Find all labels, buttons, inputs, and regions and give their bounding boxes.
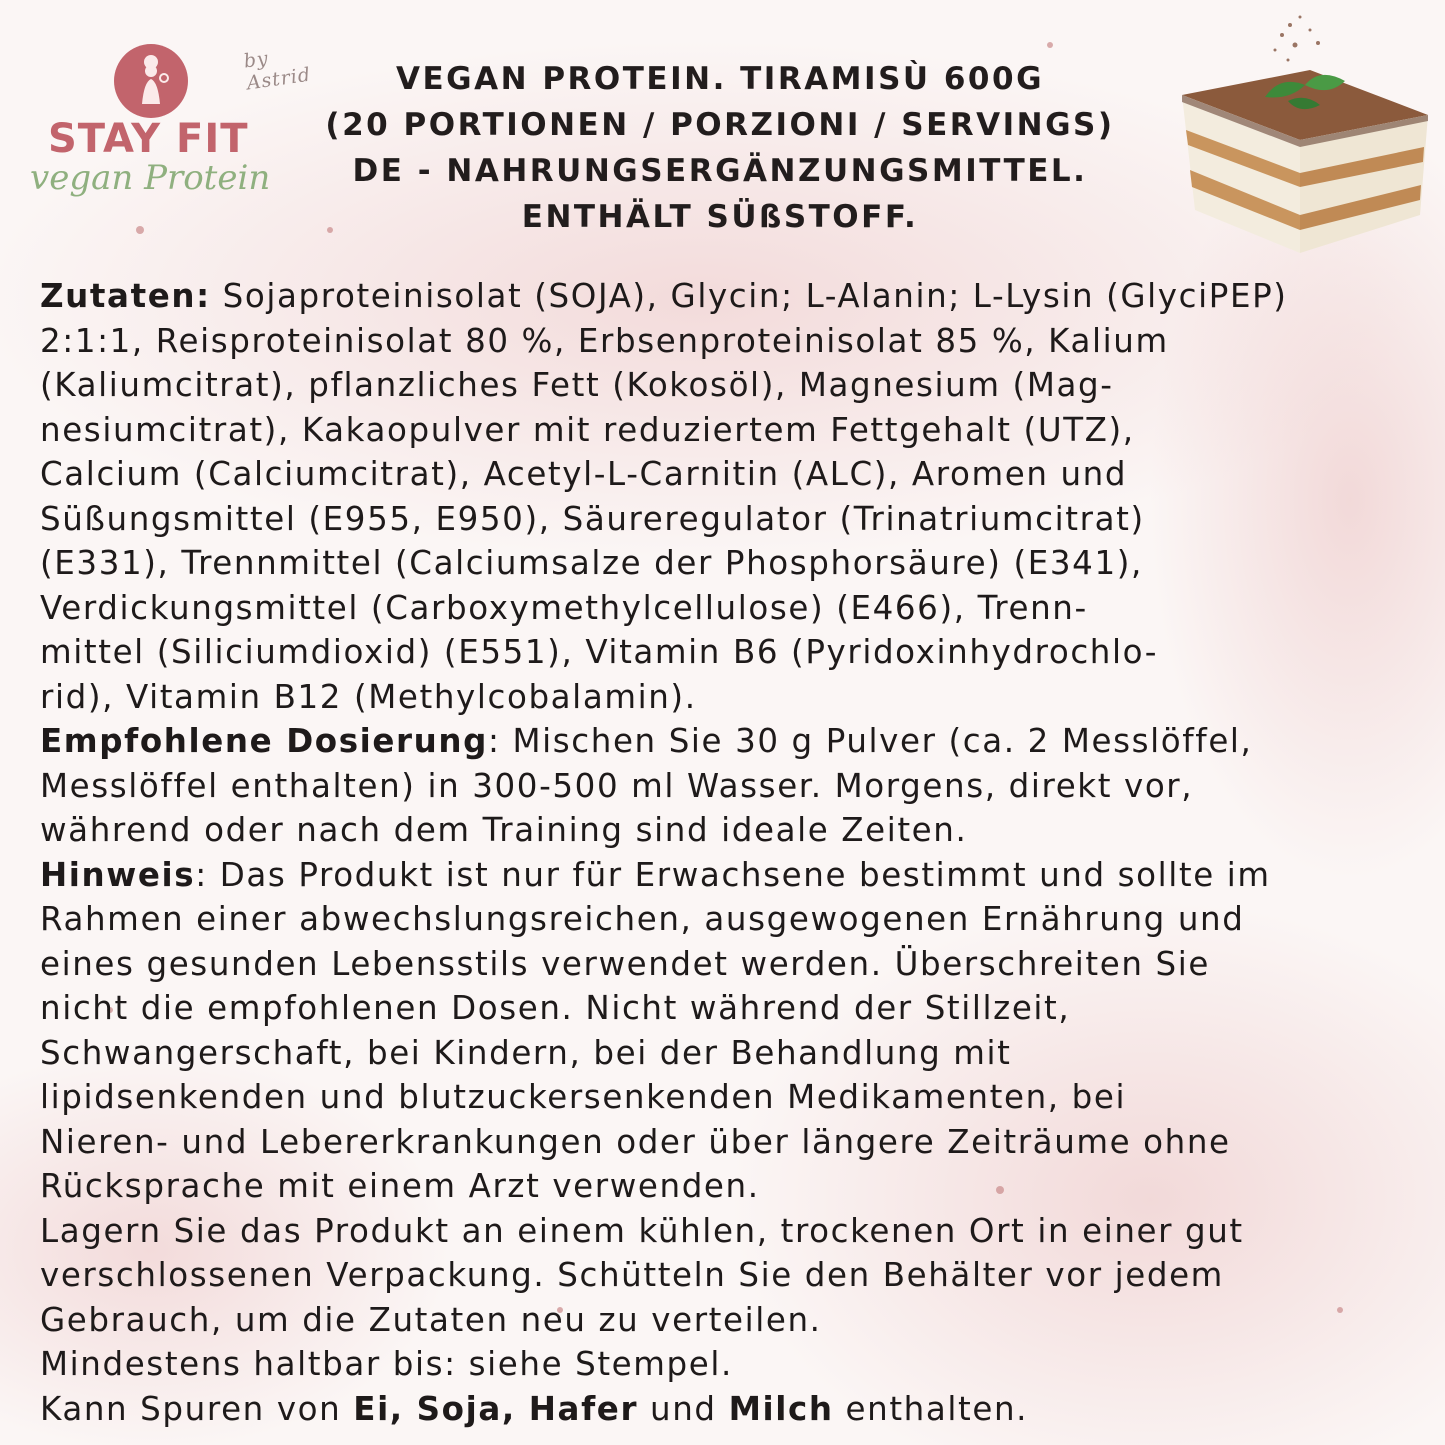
- ingredients-line: (E331), Trennmittel (Calciumsalze der Phosphorsäure) (E341),: [40, 544, 1143, 582]
- note-line: Schwangerschaft, bei Kindern, bei der Behandlung mit: [40, 1033, 1012, 1072]
- title-line: (20 PORTIONEN / PORZIONI / SERVINGS): [325, 107, 1115, 143]
- storage-line: Lagern Sie das Produkt an einem kühlen, trockenen Ort in einer gut: [40, 1211, 1244, 1250]
- dosage-label: Empfohlene Dosierung: [40, 722, 489, 760]
- storage-line: verschlossenen Verpackung. Schütteln Sie den Behälter vor jedem: [40, 1256, 1224, 1294]
- product-title: [280, 56, 1160, 240]
- storage-line: Gebrauch, um die Zutaten neu zu verteilen.: [40, 1300, 822, 1339]
- note-line: Rahmen einer abwechslungsreichen, ausgewogenen Ernährung und: [40, 900, 1245, 938]
- logo-tagline: vegan Protein: [30, 158, 271, 198]
- logo-signature: by Astrid: [242, 47, 313, 95]
- ingredients-line: Süßungsmittel (E955, E950), Säureregulator (Trinatriumcitrat): [40, 499, 1145, 538]
- ingredients-line: 2:1:1, Reisproteinisolat 80 %, Erbsenproteinisolat 85 %, Kalium: [40, 321, 1169, 360]
- title-line: ENTHÄLT SÜßSTOFF.: [521, 199, 919, 235]
- note-line: nicht die empfohlenen Dosen. Nicht während der Stillzeit,: [40, 989, 1071, 1027]
- traces-prefix: Kann Spuren von: [40, 1389, 354, 1428]
- note-label: Hinweis: [40, 855, 196, 894]
- traces-suffix: enthalten.: [833, 1389, 1029, 1428]
- dosage-line: während oder nach dem Training sind ideale Zeiten.: [40, 811, 968, 849]
- ingredients-line: Calcium (Calciumcitrat), Acetyl-L-Carnitin (ALC), Aromen und: [40, 455, 1128, 493]
- note-line: Nieren- und Lebererkrankungen oder über längere Zeiträume ohne: [40, 1122, 1231, 1161]
- ingredients-line: mittel (Siliciumdioxid) (E551), Vitamin B6 (Pyridoxinhydrochlo-: [40, 633, 1159, 671]
- dosage-text: : Mischen Sie 30 g Pulver (ca. 2 Messlöffel,: [488, 722, 1253, 760]
- title-line: VEGAN PROTEIN. TIRAMISÙ 600G: [395, 61, 1045, 97]
- ingredients-line: (Kaliumcitrat), pflanzliches Fett (Kokosöl), Magnesium (Mag-: [40, 366, 1114, 404]
- ingredients-line: Verdickungsmittel (Carboxymethylcellulose) (E466), Trenn-: [40, 588, 1088, 627]
- chef-woman-icon: [114, 44, 188, 118]
- note-line: eines gesunden Lebensstils verwendet werden. Überschreiten Sie: [40, 944, 1210, 983]
- ingredients-text: Sojaproteinisolat (SOJA), Glycin; L-Alanin; L-Lysin (GlyciPEP): [210, 277, 1288, 315]
- ingredients-label: Zutaten:: [40, 277, 211, 315]
- note-line: Rücksprache mit einem Arzt verwenden.: [40, 1167, 760, 1205]
- title-line: DE - NAHRUNGSERGÄNZUNGSMITTEL.: [352, 153, 1088, 189]
- logo-brand: STAY FIT: [48, 116, 249, 162]
- best-before-line: Mindestens haltbar bis: siehe Stempel.: [40, 1345, 733, 1383]
- ingredients-line: [40, 274, 1430, 319]
- note-line: lipidsenkenden und blutzuckersenkenden Medikamenten, bei: [40, 1078, 1127, 1116]
- traces-line: [40, 1387, 1430, 1432]
- ingredients-line: nesiumcitrat), Kakaopulver mit reduziertem Fettgehalt (UTZ),: [40, 410, 1135, 449]
- product-information: [40, 274, 1430, 1431]
- note-text: : Das Produkt ist nur für Erwachsene bestimmt und sollte im: [195, 855, 1271, 894]
- ingredients-line: rid), Vitamin B12 (Methylcobalamin).: [40, 677, 697, 716]
- dosage-line: Messlöffel enthalten) in 300-500 ml Wasser. Morgens, direkt vor,: [40, 766, 1194, 805]
- traces-middle: und: [638, 1389, 729, 1428]
- allergens-primary: Ei, Soja, Hafer: [353, 1389, 639, 1428]
- tiramisu-cake-image: [1170, 5, 1440, 260]
- allergens-milk: Milch: [728, 1389, 834, 1428]
- dosage-line: [40, 719, 1430, 764]
- note-line: [40, 853, 1430, 898]
